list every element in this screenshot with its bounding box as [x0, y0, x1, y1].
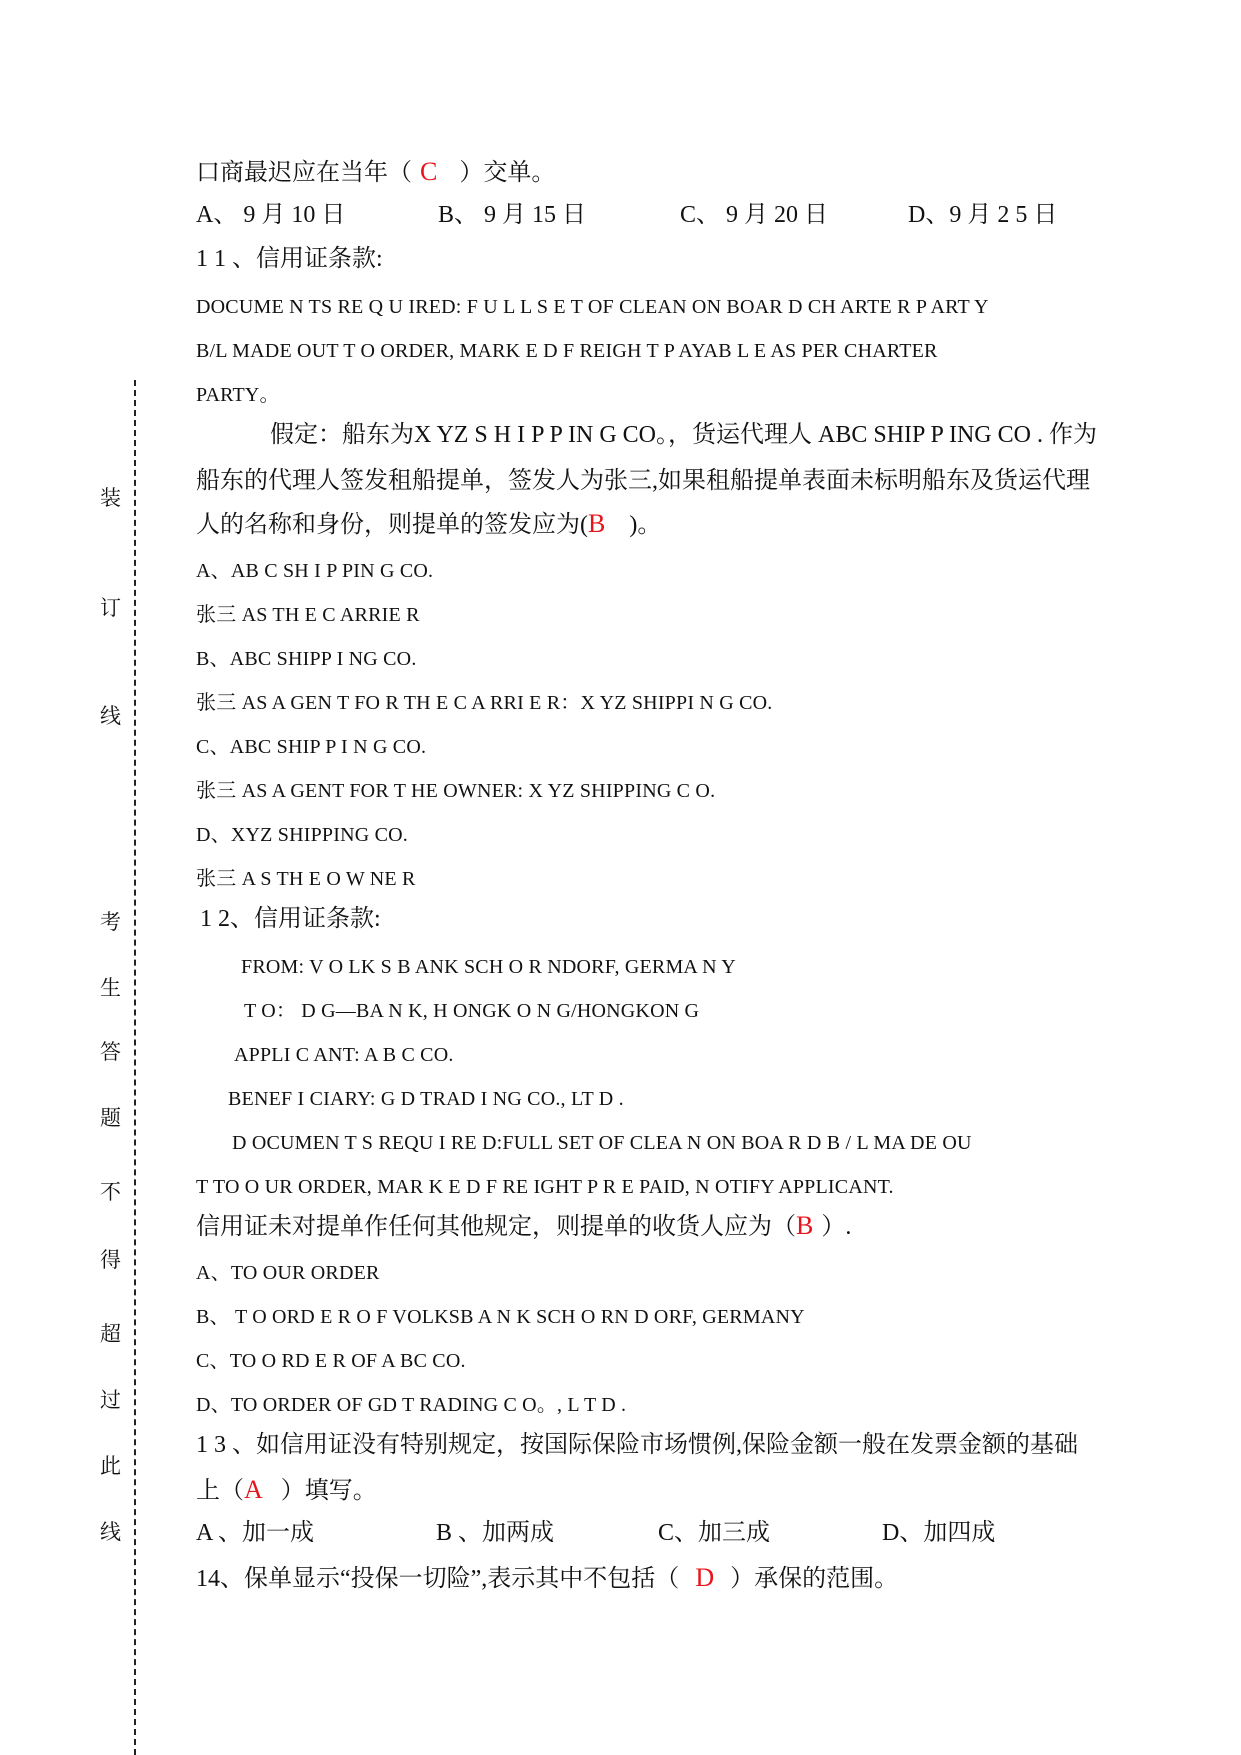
q13-answer: A — [244, 1475, 263, 1504]
q10-question-tail — [196, 158, 555, 187]
q12-question-line — [196, 1212, 851, 1241]
q13-option-d: D、加四成 — [882, 1520, 996, 1546]
q14-text-after: ）承保的范围。 — [730, 1566, 899, 1592]
q12-beneficiary: BENEF I CIARY: G D TRAD I NG CO., LT D . — [228, 1088, 624, 1110]
q12-text-before: 信用证未对提单作任何其他规定，则提单的收货人应为（ — [196, 1214, 796, 1240]
q11-clause-line: DOCUME N TS RE Q U IRED: F U L L S E T OF CLEAN ON BOAR D CH ARTE R P ART Y — [196, 296, 989, 318]
q13-option-b: B 、加两成 — [436, 1520, 555, 1546]
q11-clause-line: B/L MADE OUT T O ORDER, MARK E D F REIGH T P AYAB L E AS PER CHARTER — [196, 340, 938, 362]
binding-label-char: 生 — [100, 976, 121, 1000]
q13-question-line — [196, 1476, 377, 1505]
q14-text-before: 14、保单显示“投保一切险”,表示其中不包括（ — [196, 1566, 680, 1592]
q13-question-line: 1 3 、如信用证没有特别规定，按国际保险市场惯例,保险金额一般在发票金额的基础 — [196, 1432, 1078, 1458]
q13-option-c: C、加三成 — [658, 1520, 771, 1546]
binding-label-char: 超 — [100, 1322, 121, 1346]
q11-paragraph-line: 船东的代理人签发租船提单，签发人为张三,如果租船提单表面未标明船东及货运代理 — [196, 468, 1090, 494]
q13-options — [196, 1520, 1206, 1550]
q11-option-b-signer: 张三 AS A GEN T FO R TH E C A RRI E R：X YZ SHIPPI N G CO. — [196, 692, 773, 714]
q12-applicant: APPLI C ANT: A B C CO. — [234, 1044, 454, 1066]
q12-documents-line: D OCUMEN T S REQU I RE D:FULL SET OF CLEA N ON BOA R D B / L MA DE OU — [232, 1132, 972, 1154]
q11-clause-line: PARTY。 — [196, 384, 280, 406]
q10-text-after: ）交单。 — [459, 160, 556, 186]
q10-option-b: B、 9 月 15 日 — [438, 202, 587, 228]
q11-option-a-signer: 张三 AS TH E C ARRIE R — [196, 604, 420, 626]
binding-label-char: 装 — [100, 486, 121, 510]
q13-option-a: A 、加一成 — [196, 1520, 315, 1546]
q11-question-line — [196, 510, 661, 539]
q10-option-a: A、 9 月 10 日 — [196, 202, 346, 228]
q11-option-d: D、XYZ SHIPPING CO. — [196, 824, 408, 846]
q11-option-c: C、ABC SHIP P I N G CO. — [196, 736, 427, 758]
q10-option-c: C、 9 月 20 日 — [680, 202, 829, 228]
q11-option-b: B、ABC SHIPP I NG CO. — [196, 648, 417, 670]
q14-answer: D — [695, 1563, 715, 1592]
binding-label-char: 过 — [100, 1388, 121, 1412]
q11-text-before: 人的名称和身份，则提单的签发应为( — [196, 512, 588, 538]
q12-option-d: D、TO ORDER OF GD T RADING C O。, L T D . — [196, 1394, 627, 1416]
q12-text-after: ）. — [821, 1214, 852, 1240]
q14-question-line — [196, 1564, 898, 1593]
q12-to: T O： D G—BA N K, H ONGK O N G/HONGKON G — [244, 1000, 700, 1022]
binding-dashed-line — [134, 380, 136, 1755]
q12-option-c: C、TO O RD E R OF A BC CO. — [196, 1350, 466, 1372]
q12-documents-line: T TO O UR ORDER, MAR K E D F RE IGHT P R E PAID, N OTIFY APPLICANT. — [196, 1176, 894, 1198]
binding-label-char: 线 — [100, 1520, 121, 1544]
q10-options — [196, 202, 1206, 232]
q10-option-d: D、9 月 2 5 日 — [908, 202, 1058, 228]
binding-label-char: 答 — [100, 1040, 121, 1064]
q11-option-c-signer: 张三 AS A GENT FOR T HE OWNER: X YZ SHIPPING C O. — [196, 780, 716, 802]
q10-text-before: 口商最迟应在当年（ — [196, 160, 412, 186]
binding-label-char: 订 — [100, 596, 121, 620]
binding-label-char: 线 — [100, 704, 121, 728]
binding-label-char: 考 — [100, 910, 121, 934]
q11-option-a: A、AB C SH I P PIN G CO. — [196, 560, 434, 582]
q11-answer: B — [588, 509, 606, 538]
q12-answer: B — [796, 1211, 814, 1240]
binding-label-char: 不 — [100, 1180, 121, 1204]
q12-heading: 1 2、信用证条款: — [200, 906, 381, 932]
q13-text-before: 上（ — [196, 1478, 244, 1504]
q13-text-after: ）填写。 — [280, 1478, 377, 1504]
q10-answer: C — [420, 157, 438, 186]
q12-option-a: A、TO OUR ORDER — [196, 1262, 380, 1284]
q12-option-b: B、 T O ORD E R O F VOLKSB A N K SCH O RN D ORF, GERMANY — [196, 1306, 805, 1328]
q11-text-after: )。 — [623, 512, 662, 538]
q12-from: FROM: V O LK S B ANK SCH O R NDORF, GERMA N Y — [241, 956, 736, 978]
q11-option-d-signer: 张三 A S TH E O W NE R — [196, 868, 416, 890]
q11-heading: 1 1 、信用证条款: — [196, 246, 383, 272]
binding-label-char: 得 — [100, 1248, 121, 1272]
q11-paragraph-line: 假定：船东为X YZ S H I P P IN G CO。，货运代理人 ABC SHIP P ING CO . 作为 — [270, 422, 1097, 448]
binding-label-char: 此 — [100, 1454, 121, 1478]
binding-label-char: 题 — [100, 1106, 121, 1130]
